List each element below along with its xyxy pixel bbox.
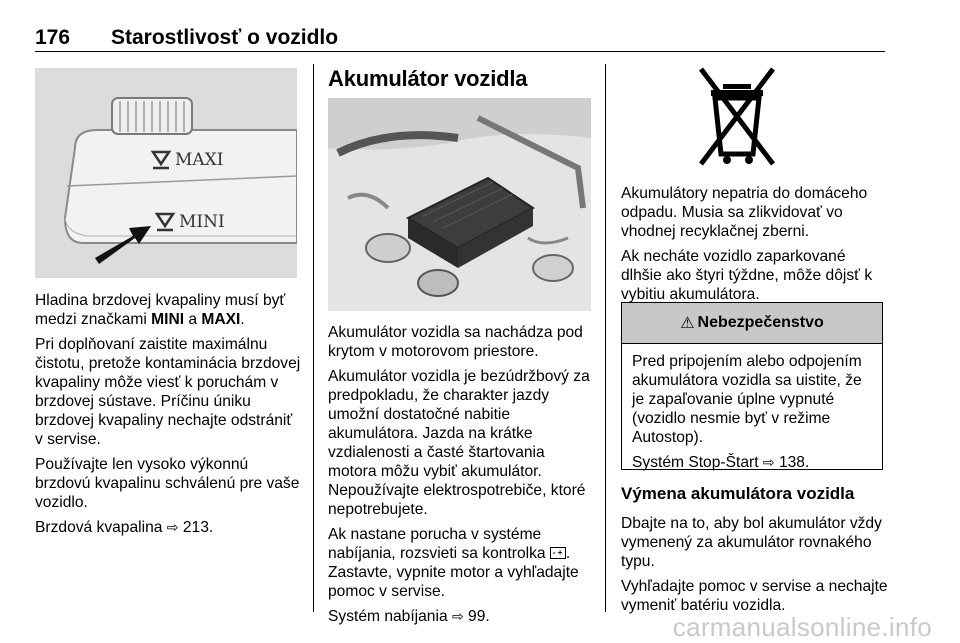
paragraph: Akumulátor vozidla je bezúdržbový za predpokladu, že charakter jazdy umožní dostatočné nabitie akumulátora. Jazda na krátke vzdialenosti a časté štartovania motora môžu vybiť akumulátor. Nepoužívajte elektrospotrebiče, ktoré nepotrebujete.	[328, 368, 590, 518]
column-divider-1	[313, 64, 314, 612]
reference-arrow-icon: ⇨	[451, 608, 464, 624]
danger-box-title: Nebezpečenstvo	[697, 314, 824, 331]
column-2-text	[328, 323, 594, 632]
page-title: Starostlivosť o vozidlo	[111, 26, 339, 49]
column-3-text-lower	[621, 514, 889, 621]
paragraph: Používajte len vysoko výkonnú brzdovú kvapalinu schválenú pre vaše vozidlo.	[35, 456, 300, 511]
min-mark-text: MINI	[151, 311, 185, 328]
paragraph: Vyhľadajte pomoc v servise a nechajte vymeniť batériu vozidla.	[621, 578, 888, 614]
danger-box-body	[622, 344, 882, 472]
mini-mark-label: MINI	[179, 212, 225, 232]
watermark: carmanualsonline.info	[672, 612, 932, 642]
danger-box	[621, 302, 883, 470]
paragraph: Pred pripojením alebo odpojením akumulátora vozidla sa uistite, že je zapaľovanie úplne vypnuté (vozidlo nesmie byť v režime Autostop).	[632, 353, 862, 446]
page-header	[35, 26, 885, 52]
subsection-title: Výmena akumulátora vozidla	[621, 484, 855, 503]
section-title: Akumulátor vozidla	[328, 66, 528, 91]
maxi-mark-label: MAXI	[175, 150, 224, 170]
header-rule	[35, 51, 885, 52]
paragraph: Akumulátory nepatria do domáceho odpadu. Musia sa zlikvidovať vo vhodnej recyklačnej zberni.	[621, 185, 868, 240]
paragraph: Hladina brzdovej kvapaliny musí byť medzi značkami MINI a MAXI.	[35, 292, 286, 328]
page-number: 176	[35, 26, 71, 49]
warning-triangle-icon: ⚠	[680, 315, 695, 332]
engine-compartment-image	[328, 98, 591, 311]
paragraph: Akumulátor vozidla sa nachádza pod krytom v motorovom priestore.	[328, 324, 583, 360]
cross-reference: Systém nabíjania ⇨ 99.	[328, 608, 490, 625]
brake-fluid-reservoir-image	[35, 68, 297, 278]
cross-reference: Systém Stop-Štart ⇨ 138.	[632, 454, 810, 471]
reference-arrow-icon: ⇨	[762, 454, 775, 470]
cross-reference: Brzdová kvapalina ⇨ 213.	[35, 519, 214, 536]
battery-warning-icon: - +	[550, 547, 566, 559]
paragraph: Ak necháte vozidlo zaparkované dlhšie ako štyri týždne, môže dôjsť k vybitiu akumulátora.	[621, 248, 873, 303]
paragraph: Pri doplňovaní zaistite maximálnu čistotu, pretože kontaminácia brzdovej kvapaliny môže viesť k poruchám v brzdovej sústave. Príčinu úniku brzdovej kvapaliny nechajte odstrániť v servise.	[35, 336, 301, 448]
max-mark-text: MAXI	[201, 311, 241, 328]
column-1-text	[35, 291, 303, 543]
paragraph: Dbajte na to, aby bol akumulátor vždy vymenený za akumulátor rovnakého typu.	[621, 515, 882, 570]
crossed-bin-icon	[697, 66, 777, 170]
reference-arrow-icon: ⇨	[166, 519, 179, 535]
column-divider-2	[605, 64, 606, 612]
danger-box-header	[622, 303, 882, 344]
column-3-text	[621, 184, 887, 310]
paragraph: Ak nastane porucha v systéme nabíjania, rozsvieti sa kontrolka - + . Zastavte, vypnite motor a vyhľadajte pomoc v servise.	[328, 526, 579, 600]
